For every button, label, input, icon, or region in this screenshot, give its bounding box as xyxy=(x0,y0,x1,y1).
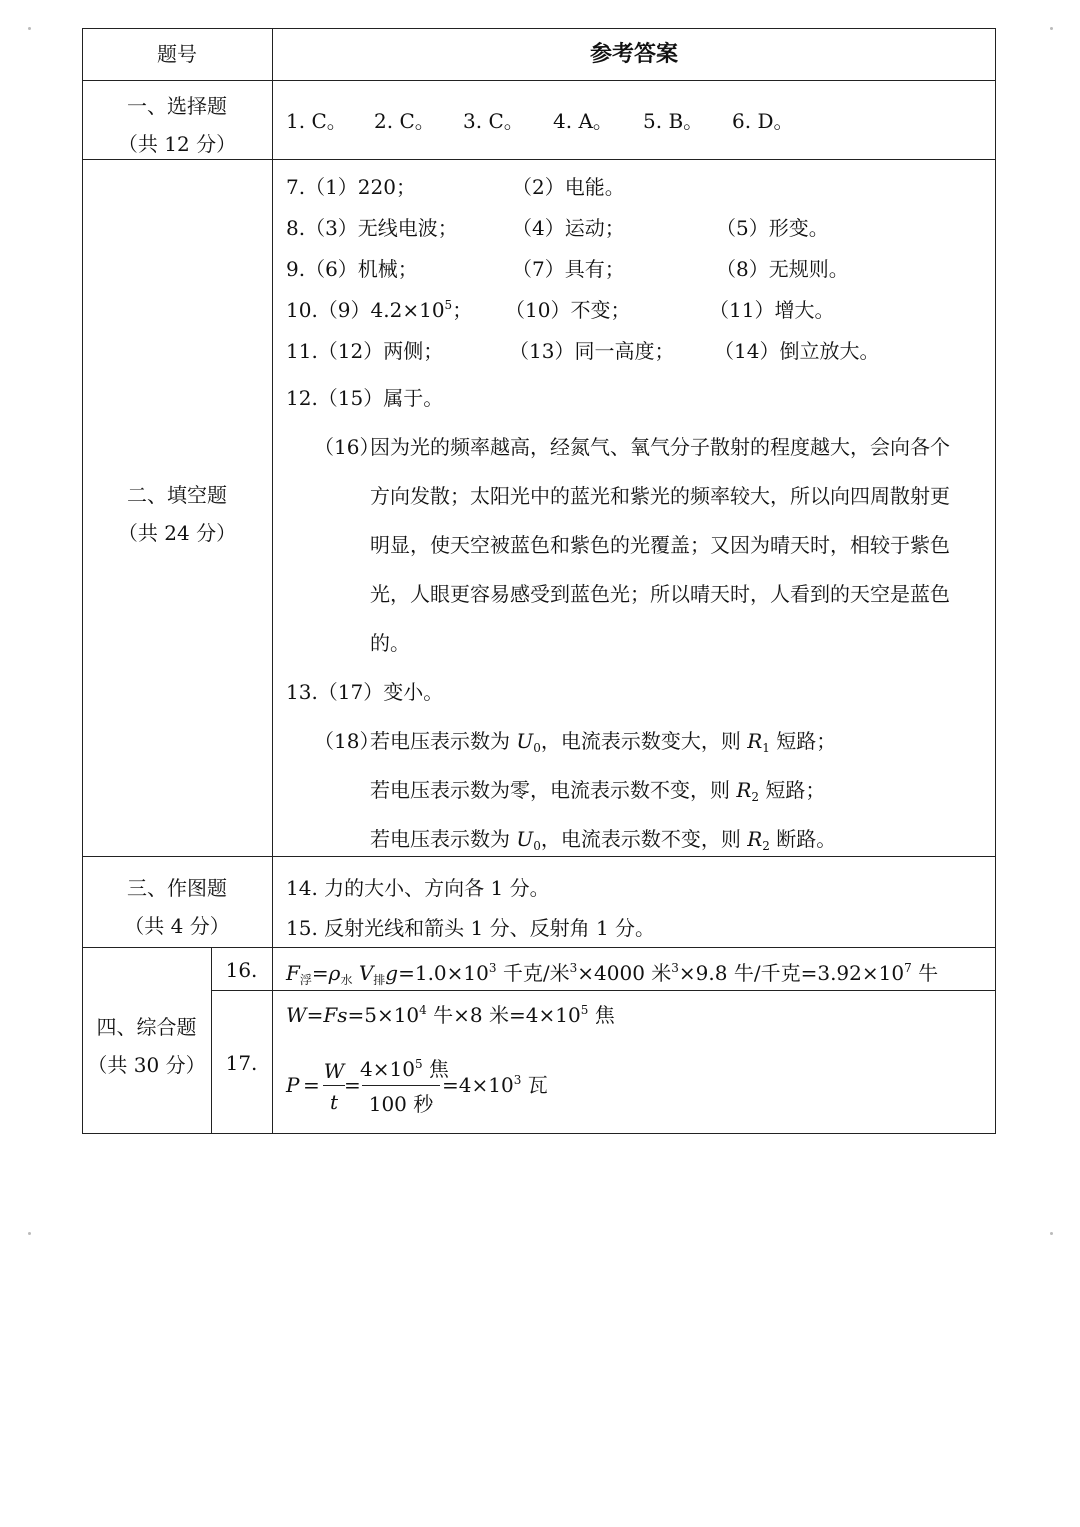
choice-answer: 6. D。 xyxy=(732,109,794,133)
fill-answer-label: （18） xyxy=(314,729,380,753)
circuit-case: 若电压表示数为 $U_0$，电流表示数变大，则 $R_1$ 短路； xyxy=(370,729,837,755)
fill-answer: （2）电能。 xyxy=(512,175,625,199)
fill-answer: （10）不变； xyxy=(505,298,631,322)
circuit-case: 若电压表示数为零，电流表示数不变，则 $R_2$ 短路； xyxy=(370,778,826,804)
fill-answer: （14）倒立放大。 xyxy=(714,339,880,363)
circuit-case: 若电压表示数为 $U_0$，电流表示数不变，则 $R_2$ 断路。 xyxy=(370,827,837,853)
fill-answer: 7.（1）220； xyxy=(286,175,416,199)
power-symbol: P xyxy=(286,1073,300,1097)
fill-answer: 11.（12）两侧； xyxy=(286,339,444,363)
fill-answer: （5）形变。 xyxy=(716,216,829,240)
explanation-line: 光，人眼更容易感受到蓝色光；所以晴天时，人看到的天空是蓝色 xyxy=(370,582,950,606)
choice-answer: 5. B。 xyxy=(643,109,704,133)
row-divider xyxy=(82,856,996,857)
section-title: 二、填空题 xyxy=(127,483,227,507)
scan-dot xyxy=(28,27,31,30)
row-divider xyxy=(82,947,996,948)
question-number: 16. xyxy=(225,958,258,982)
scan-dot xyxy=(28,1232,31,1235)
scan-dot xyxy=(1050,27,1053,30)
explanation-line: 明显，使天空被蓝色和紫色的光覆盖；又因为晴天时，相较于紫色 xyxy=(370,533,950,557)
section-score: （共 12 分） xyxy=(117,132,237,156)
choice-answer: 4. A。 xyxy=(553,109,613,133)
fill-answer: （7）具有； xyxy=(512,257,625,281)
section-title: 一、选择题 xyxy=(127,94,227,118)
fill-answer: 13.（17）变小。 xyxy=(286,680,444,704)
fraction-bar xyxy=(362,1085,440,1086)
fraction-denominator: 100 秒 xyxy=(368,1092,434,1116)
row-divider xyxy=(82,159,996,160)
scan-dot xyxy=(1050,1232,1053,1235)
drawing-answer: 15. 反射光线和箭头 1 分、反射角 1 分。 xyxy=(286,916,656,940)
fraction-numerator: W xyxy=(323,1059,345,1083)
choice-answer: 1. C。 xyxy=(286,109,347,133)
question-number: 17. xyxy=(225,1051,258,1075)
fill-answer: （4）运动； xyxy=(512,216,625,240)
fill-answer: （8）无规则。 xyxy=(716,257,849,281)
choice-answer: 2. C。 xyxy=(374,109,435,133)
fraction-bar xyxy=(323,1085,345,1086)
explanation-line: 方向发散；太阳光中的蓝光和紫光的频率较大，所以向四周散射更 xyxy=(370,484,950,508)
fill-answer: （13）同一高度； xyxy=(509,339,675,363)
work-formula: $W=Fs=5\times 10^4$ 牛×8 米$=4\times 10^5$ 焦 xyxy=(286,1003,615,1027)
equals-sign: = xyxy=(303,1073,320,1097)
header-question-number: 题号 xyxy=(157,42,197,66)
explanation-line: 的。 xyxy=(370,631,410,655)
section-score: （共 4 分） xyxy=(124,914,230,938)
fraction-numerator: $4\times 10^5$ 焦 xyxy=(360,1057,449,1081)
drawing-answer: 14. 力的大小、方向各 1 分。 xyxy=(286,876,550,900)
buoyancy-formula: $F_浮=\rho_水$ $V_排g=1.0\times 10^3$ 千克/米$^3$×4000 米$^3$×9.8 牛/千克$=3.92\times 10^7$ 牛 xyxy=(286,961,939,987)
fill-answer: 8.（3）无线电波； xyxy=(286,216,458,240)
choice-answer: 3. C。 xyxy=(463,109,524,133)
explanation-line: 因为光的频率越高，经氮气、氧气分子散射的程度越大，会向各个 xyxy=(370,435,950,459)
section-score: （共 30 分） xyxy=(87,1053,206,1077)
power-result: $=4\times 10^3$ 瓦 xyxy=(442,1073,548,1097)
fill-answer: （11）增大。 xyxy=(709,298,835,322)
fill-answer: $10.(9)4.2\times 10^5$； xyxy=(286,298,473,322)
equals-sign: = xyxy=(344,1073,361,1097)
fraction-denominator: t xyxy=(329,1090,339,1114)
fill-answer-label: （16） xyxy=(314,435,380,459)
row-divider xyxy=(211,990,996,991)
section-title: 三、作图题 xyxy=(127,876,227,900)
header-answer: 参考答案 xyxy=(589,41,678,67)
section-score: （共 24 分） xyxy=(117,521,237,545)
section-title: 四、综合题 xyxy=(96,1015,197,1039)
row-divider xyxy=(82,80,996,81)
fill-answer: 12.（15）属于。 xyxy=(286,386,444,410)
fill-answer: 9.（6）机械； xyxy=(286,257,418,281)
column-divider xyxy=(272,28,273,1134)
